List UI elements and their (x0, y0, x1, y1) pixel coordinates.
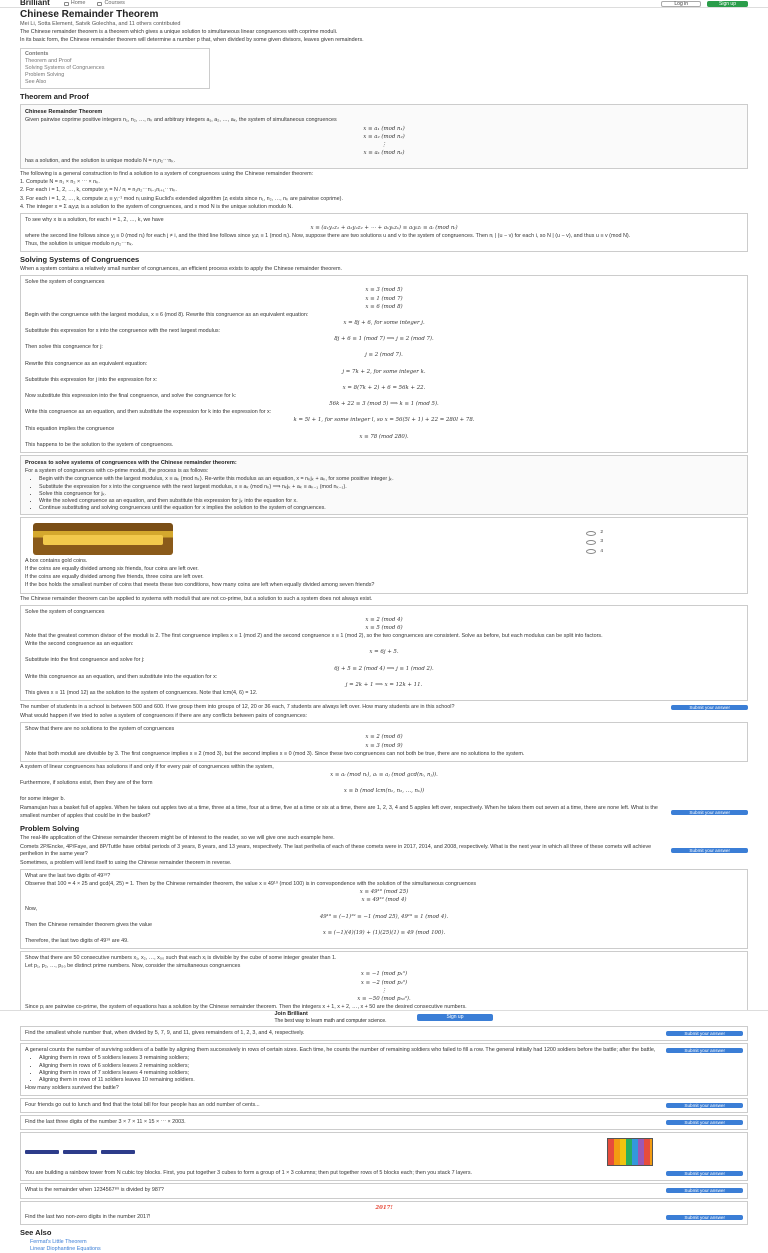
toc-title: Contents (25, 50, 49, 57)
coin-row (586, 530, 603, 536)
coin-label: 4 (600, 548, 603, 554)
solution-line: Write the second congruence as an equation: (25, 641, 134, 648)
footer-subtitle: The best way to learn math and computer science. (274, 1017, 387, 1024)
proof-text: To see why x is a solution, for each i = 1, 2, …, k, we have (25, 216, 164, 223)
equation: 49¹⁹ ≡ (−1)¹⁹ ≡ −1 (mod 25), 49¹⁹ ≡ 1 (mod 4). (319, 913, 449, 920)
toc-item[interactable]: Solving Systems of Congruences (25, 64, 105, 71)
problem-text: The number of students in a school is between 500 and 600. If we group them into groups of 12, 20 or 36 each, 7 students are always left over. How many students are in this school? (20, 704, 455, 711)
equation: x ≡ 1 (mod 7) (365, 295, 403, 302)
try-problem (20, 1043, 748, 1096)
step: 1. Compute N = n₁ × n₂ × ⋯ × nₖ. (20, 179, 100, 186)
equation: x ≡ 3 (mod 9) (365, 742, 403, 749)
proof-end: Thus, the solution is unique modulo n₁n₂⋯nₖ. (25, 241, 134, 248)
theorem-after: has a solution, and the solution is unique modulo N = n₁n₂⋯nₖ. (25, 158, 176, 165)
solution-line: This equation implies the congruence (25, 425, 115, 432)
step: 3. For each i = 1, 2, …, k, compute zᵢ ≡ yᵢ⁻¹ mod nᵢ using Euclid's extended algorithm (zᵢ exists since n₁, n₂, …, nₖ are pairwise coprime). (20, 195, 343, 202)
problem-row (20, 703, 748, 712)
submit-button[interactable]: Submit your answer (671, 810, 748, 815)
equation: x ≡ a₂ (mod n₂) (363, 133, 405, 140)
try-problem (20, 1132, 748, 1181)
solution-line: Note that both moduli are divisible by 3. The first congruence implies x ≡ 2 (mod 3), but the second implies x ≡ 0 (mod 3). Since these two congruences can not both be true, there are no solutions to the system. (25, 750, 525, 757)
equation: x ≡ 49¹⁹ (mod 4) (361, 897, 407, 904)
general-end: for some integer b. (20, 796, 65, 803)
general-text: A system of linear congruences has solutions if and only if for every pair of congruences within the system, (20, 763, 274, 770)
coin-icon (586, 531, 596, 536)
problem-text: Comets 2P/Encke, 4P/Faye, and 8P/Tuttle have orbital periods of 3 years, 8 years, and 13 years, respectively. The last perihelia of each of these comets were in 2017, 2014, and 2008, respectively. What is the next year in which all three of these comets will achieve perihelion in the same year? (20, 843, 652, 857)
equation: x ≡ b (mod lcm(n₁, n₂, …, nₖ)) (343, 788, 425, 795)
general-after: Furthermore, if solutions exist, then they are of the form (20, 780, 153, 787)
solution-line: This gives x ≡ 11 (mod 12) as the solution to the system of congruences. Note that lcm(4, 6) = 12. (25, 689, 258, 696)
example-title: Solve the system of congruences (25, 279, 105, 286)
block-bar (101, 1150, 135, 1154)
submit-button[interactable]: Submit your answer (666, 1171, 743, 1176)
equation: j = 7k + 2, for some integer k. (342, 368, 426, 375)
equation: x ≡ 78 (mod 280). (359, 433, 409, 440)
try-problem (20, 1098, 748, 1113)
equation: x ≡ −1 (mod p₁³) (360, 971, 408, 978)
signup-footer (0, 1010, 768, 1024)
block-bar (25, 1150, 59, 1154)
example-box (20, 605, 748, 701)
problem-text: Four friends go out to lunch and find that the total bill for four people has an odd number of cents... (25, 1102, 260, 1109)
coin-label: 3 (600, 539, 603, 545)
construction-text: The following is a general construction to find a solution to a system of congruences using the Chinese remainder theorem: (20, 171, 314, 178)
problem-line: If the coins are equally divided among five friends, three coins are left over. (25, 574, 204, 581)
example-title: Show that there are 50 consecutive numbers x₁, x₂, …, x₅₀ such that each xᵢ is divisible by the cube of some integer greater than 1. (25, 955, 337, 962)
step: 2. For each i = 1, 2, …, k, compute yᵢ = N / nᵢ = n₁n₂⋯nᵢ₋₁nᵢ₊₁⋯nₖ. (20, 187, 177, 194)
process-title: Process to solve systems of congruences with the Chinese remainder theorem: (25, 459, 237, 466)
equation: k = 5l + 1, for some integer l, so x = 56(5l + 1) + 22 = 280l + 78. (293, 417, 475, 424)
solution-line: Substitute this expression for x into the congruence with the next largest modulus: (25, 328, 221, 335)
problem-row (20, 843, 748, 859)
coin-icon (586, 549, 596, 554)
footer-title: Join Brilliant (274, 1011, 308, 1018)
solution-line: Note that the greatest common divisor of the moduli is 2. The first congruence implies x ≡ 1 (mod 2) and the second congruence x ≡ 1 (mod 2), so the two congruences are consistent. Solve as before, but each modulus can be split into factors. (25, 633, 603, 640)
step: 4. The integer x = Σ aᵢyᵢzᵢ is a solution to the system of congruences, and x mod N is the unique solution modulo N. (20, 203, 293, 210)
note-text: Sometimes, a problem will lend itself to using the Chinese remainder theorem in reverse. (20, 859, 232, 866)
example-box (20, 275, 748, 453)
intro-paragraph-2: In its basic form, the Chinese remainder theorem will determine a number p that, when divided by some given divisors, leaves given remainders. (20, 37, 364, 44)
problem-row (25, 1169, 743, 1178)
table-of-contents (20, 48, 210, 90)
example-box (20, 869, 748, 949)
submit-button[interactable]: Submit your answer (666, 1215, 743, 1220)
problem-row (20, 804, 748, 820)
problem-row (25, 1046, 743, 1055)
solution-line: Now substitute this expression into the final congruence, and solve the congruence for k: (25, 393, 237, 400)
coin-row (586, 539, 603, 545)
authors[interactable]: Mei Li, Sotta Element, Satvik Golechha, and 11 others contributed (20, 21, 181, 27)
example-box (20, 951, 748, 1015)
top-navbar (0, 0, 768, 8)
process-step: • Solve this congruence for jₖ. (39, 491, 743, 498)
submit-button[interactable]: Submit your answer (666, 1120, 743, 1125)
solution-line: Write this congruence as an equation, and then substitute the expression for k into the expression for x: (25, 409, 272, 416)
equation: j ≡ 2 (mod 7). (365, 352, 403, 359)
problem-row (25, 1213, 743, 1222)
equation: x ≡ 6 (mod 8) (365, 303, 403, 310)
try-problem (20, 1026, 748, 1041)
theorem-box (20, 104, 748, 169)
process-intro: For a system of congruences with co-prime moduli, the process is as follows: (25, 468, 209, 475)
solution-line: Begin with the congruence with the largest modulus, x ≡ 6 (mod 8). Rewrite this congruence as an equivalent equation: (25, 311, 309, 318)
rainbow-tower-image (607, 1138, 653, 1166)
theorem-title: Chinese Remainder Theorem (25, 109, 103, 116)
equation: x ≡ 3 (mod 5) (365, 287, 403, 294)
nav-home-label: Home (70, 0, 86, 6)
equation: x ≡ 5 (mod 6) (365, 624, 403, 631)
solution-line: Substitute into the first congruence and solve for j: (25, 657, 145, 664)
try-problem (20, 1115, 748, 1130)
equation: x ≡ aₖ (mod nₖ) (363, 149, 405, 156)
problem-text: Ramanujan has a basket full of apples. When he takes out apples two at a time, three at a time, four at a time, five at a time or six at a time, there are 1, 2, 3, 4 and 5 apples left over, respectively. When he takes them out seven at a time, there are none left. What is the smallest number of apples that could be in the basket? (20, 805, 658, 819)
soldier-item: • Aligning them in rows of 6 soldiers leaves 2 remaining soldiers; (39, 1063, 743, 1070)
submit-button[interactable]: Submit your answer (671, 848, 748, 853)
equation: 56k + 22 ≡ 3 (mod 5) ⟹ k ≡ 1 (mod 5). (329, 401, 439, 408)
soldier-list (39, 1055, 743, 1084)
nonexist-text: What would happen if we tried to solve a system of congruences if there are any conflicts between pairs of congruences: (20, 713, 308, 720)
footer-signup-button[interactable]: Sign up (417, 1014, 494, 1021)
solution-line: Observe that 100 = 4 × 25 and gcd(4, 25) = 1. Then by the Chinese remainder theorem, the value x ≡ 49¹⁹ (mod 100) is in correspondence with the solution of the simultaneous congruences (25, 881, 477, 888)
process-step: • Substitute the expression for x into the congruence with the next largest modulus, x ≡ aₖ (mod nₖ) ⟹ nₖjₖ + aₖ ≡ aₖ₋₁ (mod nₖ₋₁). (39, 484, 743, 491)
equation: 6j + 5 ≡ 2 (mod 4) ⟹ j ≡ 1 (mod 2). (334, 665, 434, 672)
chest-problem (20, 517, 748, 594)
nav-courses-label: Courses (104, 0, 125, 6)
submit-button[interactable]: Submit your answer (666, 1103, 743, 1108)
example-title: Solve the system of congruences (25, 608, 105, 615)
soldier-item: • Aligning them in rows of 5 soldiers leaves 3 remaining soldiers; (39, 1055, 743, 1062)
chest-figure (33, 523, 743, 555)
equation: x ≡ a₁ (mod n₁) (363, 125, 405, 132)
equation: x ≡ 49¹⁹ (mod 25) (359, 889, 409, 896)
coin-label: 2 (600, 530, 603, 536)
nonprime-text: The Chinese remainder theorem can be applied to systems with moduli that are not co-prime, but a solution to such a system does not always exist. (20, 595, 373, 602)
equation: x = 6j + 5. (369, 649, 399, 656)
submit-button[interactable]: Submit your answer (666, 1031, 743, 1036)
coin-legend (586, 530, 603, 555)
solution-line: Since pᵢ are pairwise co-prime, the system of equations has a solution by the Chinese remainder theorem. Then the integers x + 1, x + 2, …, x + 50 are the desired consecutive numbers. (25, 1003, 467, 1010)
example-title: Show that there are no solutions to the system of congruences (25, 726, 175, 733)
submit-button[interactable]: Submit your answer (666, 1188, 743, 1193)
problem-line: If the coins are equally divided among six friends, four coins are left over. (25, 566, 199, 573)
see-also-link[interactable]: Fermat's Little Theorem (30, 1238, 87, 1245)
submit-button[interactable]: Submit your answer (666, 1048, 743, 1053)
process-step: • Write the solved congruence as an equation, and then substitute this expression for jₖ into the equation for x. (39, 498, 743, 505)
problem-text: You are building a rainbow tower from N cubic toy blocks. First, you put together 3 cubes to form a group of 1 × 3 columns; then put together rows of 5 blocks each; then you stack 7 layers. (25, 1170, 473, 1177)
section-heading: See Also (20, 1227, 52, 1237)
proof-box (20, 213, 748, 253)
courses-icon (97, 2, 102, 6)
section-intro: The real-life application of the Chinese remainder theorem might be of interest to the reader, so we will give one such example here. (20, 834, 335, 841)
signup-button[interactable]: Sign up (707, 1, 748, 7)
equation: x ≡ −2 (mod p₂³) (360, 979, 408, 986)
toc-item[interactable]: Problem Solving (25, 71, 65, 78)
solution-line: Substitute this expression for j into the expression for x: (25, 376, 158, 383)
equation: x ≡ (−1)(4)(19) + (1)(25)(1) ≡ 49 (mod 100). (322, 929, 446, 936)
equation: x ≡ 2 (mod 4) (365, 616, 403, 623)
problem-text: Find the smallest whole number that, when divided by 5, 7, 9, and 11, gives remainders of 1, 2, 3, and 4, respectively. (25, 1030, 305, 1037)
solution-line: Write this congruence as an equation, and then substitute into the equation for x: (25, 673, 218, 680)
section-heading: Solving Systems of Congruences (20, 255, 140, 265)
intro-paragraph: The Chinese remainder theorem is a theorem which gives a unique solution to simultaneous linear congruences with coprime moduli. (20, 29, 338, 36)
soldier-item: • Aligning them in rows of 11 soldiers leaves 10 remaining soldiers. (39, 1077, 743, 1084)
page-title: Chinese Remainder Theorem (20, 9, 159, 20)
footer-text (275, 1011, 387, 1024)
problem-text: A general counts the number of surviving soldiers of a battle by aligning them successively in rows of certain sizes. Each time, he counts the number of remaining soldiers who failed to fill a row. The general initially had 1200 soldiers before the battle; after the battle, (25, 1047, 656, 1054)
process-list (39, 476, 743, 512)
equation: x ≡ (a₁y₁z₁ + a₂y₂z₂ + ⋯ + aₖyₖzₖ) ≡ aᵢyᵢzᵢ ≡ aᵢ (mod nᵢ) (310, 224, 458, 231)
solution-line: Now, (25, 905, 37, 912)
brilliant-logo[interactable]: Brilliant (20, 0, 50, 8)
equation: x ≡ aᵢ (mod nᵢ), aᵢ ≡ aⱼ (mod gcd(nᵢ, nⱼ)). (330, 771, 438, 778)
section-heading: Theorem and Proof (20, 92, 89, 102)
soldier-question: How many soldiers survived the battle? (25, 1084, 119, 1091)
problem-line: If the box holds the smallest number of coins that meets these two conditions, how many coins are left when equally divided among seven friends? (25, 582, 375, 589)
equation: 8j + 6 ≡ 1 (mod 7) ⟹ j ≡ 2 (mod 7). (334, 336, 434, 343)
process-step: • Begin with the congruence with the largest modulus, x ≡ aₖ (mod nₖ). Re-write this modulus as an equation, x = nₖjₖ + aₖ, for some positive integer jₖ. (39, 476, 743, 483)
proof-after: where the second line follows since yⱼ ≡ 0 (mod nᵢ) for each j ≠ i, and the third line follows since yᵢzᵢ ≡ 1 (mod nᵢ). Now, suppose there are two solutions u and v to the system of congruences. Then nᵢ | (u − v) for each i, so N | (u − v), and thus u ≡ v (mod N). (25, 233, 631, 240)
coin-row (586, 549, 603, 555)
problem-text: Find the last two non-zero digits in the number 2017! (25, 1213, 151, 1220)
soldier-item: • Aligning them in rows of 7 soldiers leaves 4 remaining soldiers; (39, 1070, 743, 1077)
problem-text: Find the last three digits of the number 3 × 7 × 11 × 15 × ⋯ × 2003. (25, 1119, 186, 1126)
equation: ⋮ (381, 987, 387, 994)
home-icon (64, 2, 69, 6)
equation: x ≡ −50 (mod p₅₀³). (357, 995, 411, 1002)
toc-item[interactable]: See Also (25, 79, 47, 85)
see-also-link[interactable]: Linear Diophantine Equations (30, 1245, 101, 1252)
see-also-list (20, 1239, 748, 1253)
treasure-chest-image (33, 523, 173, 555)
equation: x = 8(7k + 2) + 6 = 56k + 22. (342, 384, 426, 391)
nav-home[interactable] (64, 0, 86, 7)
try-problem (20, 1183, 748, 1198)
try-problem (20, 1201, 748, 1225)
login-button[interactable]: Log in (661, 1, 701, 7)
solution-line: Then the Chinese remainder theorem gives the value (25, 921, 153, 928)
solution-line: Rewrite this congruence as an equivalent equation: (25, 360, 148, 367)
example-title: What are the last two digits of 49¹⁹? (25, 873, 111, 880)
problem-line: A box contains gold coins. (25, 558, 88, 565)
blocks-figure (25, 1138, 743, 1166)
section-intro: When a system contains a relatively small number of congruences, an efficient process exists to apply the Chinese remainder theorem. (20, 266, 342, 273)
equation: j = 2k + 1 ⟹ x = 12k + 11. (345, 681, 423, 688)
solution-line: Then solve this congruence for j: (25, 344, 103, 351)
factorial-display: 2017! (375, 1204, 393, 1211)
problem-text: What is the remainder when 1234567⁸⁹ is divided by 987? (25, 1187, 164, 1194)
solution-line: Therefore, the last two digits of 49¹⁹ are 49. (25, 938, 129, 945)
solution-line: Let p₁, p₂, …, p₅₀ be distinct prime numbers. Now, consider the simultaneous congruences (25, 963, 241, 970)
process-step: • Continue substituting and solving congruences until the equation for x implies the solution to the system of congruences. (39, 505, 743, 512)
example-box (20, 722, 748, 762)
theorem-text: Given pairwise coprime positive integers n₁, n₂, …, nₖ and arbitrary integers a₁, a₂, …, aₖ, the system of simultaneous congruences (25, 117, 337, 124)
section-heading: Problem Solving (20, 823, 80, 833)
block-bar (63, 1150, 97, 1154)
process-box (20, 455, 748, 515)
toc-item[interactable]: Theorem and Proof (25, 57, 72, 64)
equation: x ≡ 2 (mod 6) (365, 734, 403, 741)
equation: ⋮ (381, 141, 387, 148)
equation: x = 8j + 6, for some integer j. (343, 319, 425, 326)
solution-line: This happens to be the solution to the system of congruences. (25, 441, 174, 448)
nav-courses[interactable] (97, 0, 124, 7)
coin-icon (586, 540, 596, 545)
submit-button[interactable]: Submit your answer (671, 705, 748, 710)
